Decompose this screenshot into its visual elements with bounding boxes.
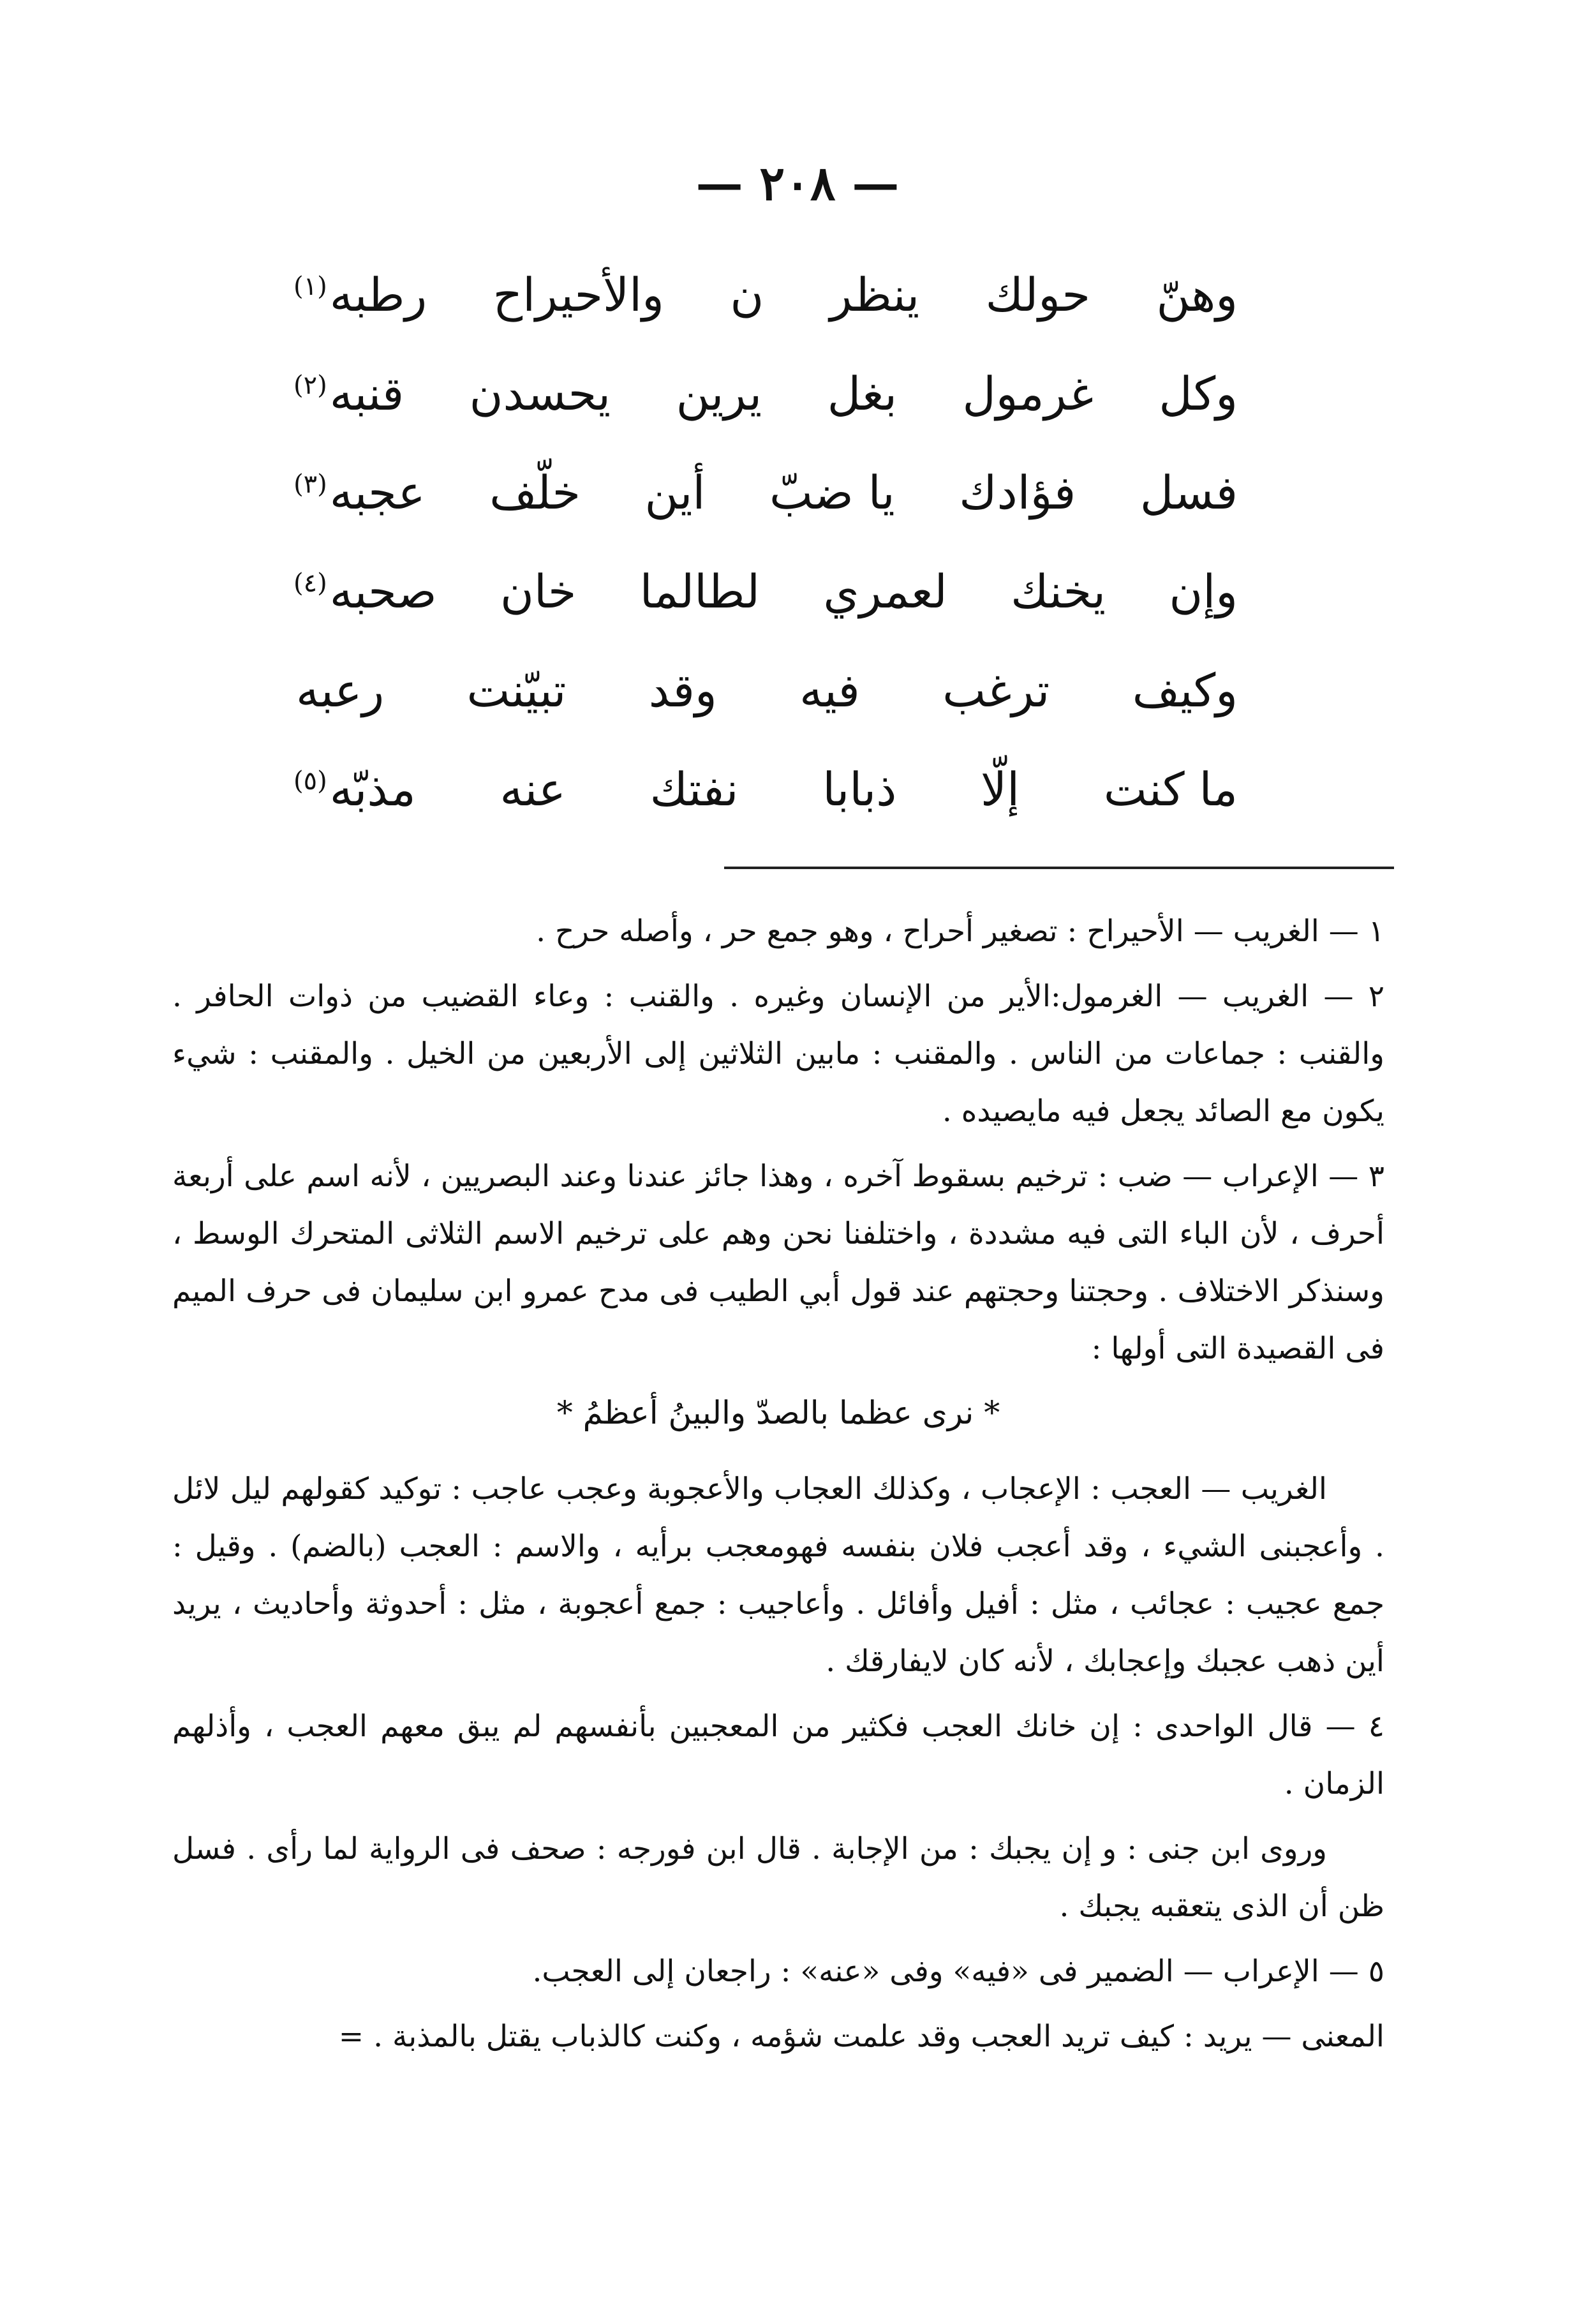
verse-line [293,641,1238,740]
footnote-marker: (٢) [293,371,327,400]
verse-word: نفتك [649,763,739,816]
verse-word: يخنك [1011,565,1106,618]
verse-word: ذبابا [822,763,897,816]
verse-word: فيه [799,664,860,717]
verse-word: لعمري [823,565,947,618]
verse-word: إلّا [981,763,1020,816]
footnote-marker: (٣) [293,470,327,499]
verse-word: يرين [676,367,762,421]
verse-word: غرمول [962,367,1094,421]
verse-word: أين [644,466,706,519]
verse-word: وهنّ [1156,268,1238,322]
footnote-5: ٥ — الإعراب — الضمير فى «فيه» وفى «عنه» : راجعان إلى العجب. [532,1954,1384,1989]
verse-word: ما كنت [1103,763,1238,816]
verse-word-text: مذبّه [329,763,416,816]
verse-word: وإن [1169,565,1238,618]
page-number: — ٢٠٨ — [695,156,900,211]
verse-word: يحسدن [469,367,611,421]
verse-word: فسل [1139,466,1238,519]
verse-word-text: رعبه [296,664,385,717]
verse-word: وكل [1159,367,1238,421]
footnote-marker: (١) [293,272,327,301]
verse-word: وقد [648,664,717,717]
verse-word [293,641,384,740]
footnote-3-gloss: الغريب — العجب : الإعجاب ، وكذلك العجاب والأعجوبة وعجب عاجب : توكيد كقولهم ليل لائل . وأعجبنى الشيء ، وقد أعجب فلان بنفسه فهومعجب برأيه ، والاسم : العجب (بالضم) . وقيل : جمع عجيب : عجائب ، مثل : أفيل وأفائل . وأعاجيب : جمع أعجوبة ، مثل : أحدوثة وأحاديث ، يريد أين ذهب عجبك وإعجابك ، لأنه كان لايفارقك . [172,1471,1384,1679]
verse-word: فؤادك [959,466,1076,519]
verse-word [293,345,404,443]
verse-word: ترغب [942,664,1050,717]
verse-word: ن [730,268,764,322]
poem [293,246,1238,839]
verse-word: خلّف [489,466,581,519]
verse-line [293,345,1238,443]
footnote-divider [724,867,1394,869]
verse-word [293,246,427,345]
verse-line [293,542,1238,641]
footnote-1: ١ — الغريب — الأحيراح : تصغير أحراح ، وهو جمع حر ، وأصله حرح . [536,914,1384,949]
footnote-4: ٤ — قال الواحدى : إن خانك العجب فكثير من المعجبين بأنفسهم لم يبق معهم العجب ، وأذلهم الزمان . [172,1709,1384,1801]
footnote-5-meaning: المعنى — يريد : كيف تريد العجب وقد علمت شؤمه ، وكنت كالذباب يقتل بالمذبة . = [338,2019,1384,2054]
verse-word: خان [500,565,577,618]
verse-word-text: قنبه [329,367,404,421]
verse-word: بغل [827,367,897,421]
verse-line [293,740,1238,839]
verse-line [293,443,1238,542]
footnote-3: ٣ — الإعراب — ضب : ترخيم بسقوط آخره ، وهذا جائز عندنا وعند البصريين ، لأنه اسم على أربعة أحرف ، لأن الباء التى فيه مشددة ، واختلفنا نحن وهم على ترخيم الاسم الثلاثى المتحرك الوسط ، وسنذكر الاختلاف . وحجتنا وحجتهم عند قول أبي الطيب فى مدح عمرو ابن سليمان فى حرف الميم فى القصيدة التى أولها : [172,1159,1384,1366]
footnote-marker: (٤) [293,569,327,598]
verse-word-text: عجبه [329,466,426,519]
verse-word: تبيّنت [466,664,567,717]
footnote-marker: (٥) [293,766,327,796]
verse-word [293,740,416,839]
footnote-4-variant: وروى ابن جنى : و إن يجبك : من الإجابة . قال ابن فورجه : صحف فى الرواية لما رأى . فسل ظن أن الذى يتعقبه يجبك . [172,1831,1384,1924]
verse-word: والأحيراح [493,268,664,322]
verse-word [293,443,425,542]
footnote-2: ٢ — الغريب — الغرمول:الأير من الإنسان وغيره . والقنب : وعاء القضيب من ذوات الحافر . والقنب : جماعات من الناس . والمقنب : مابين الثلاثين إلى الأربعين من الخيل . والمقنب : شيء يكون مع الصائد يجعل فيه مايصيده . [172,979,1384,1129]
verse-word: وكيف [1132,664,1238,717]
verse-word: عنه [500,763,566,816]
verse-word: يا ضبّ [769,466,895,519]
verse-line [293,246,1238,345]
verse-word: ينظر [829,268,920,322]
verse-word: حولك [985,268,1090,322]
quoted-verse: * نرى عظما بالصدّ والبينُ أعظمُ * [556,1394,1000,1431]
verse-word [293,542,437,641]
verse-word: لطالما [639,565,760,618]
verse-word-text: صحبه [329,565,437,618]
footnotes [172,903,1384,2073]
verse-word-text: رطبه [329,268,427,322]
